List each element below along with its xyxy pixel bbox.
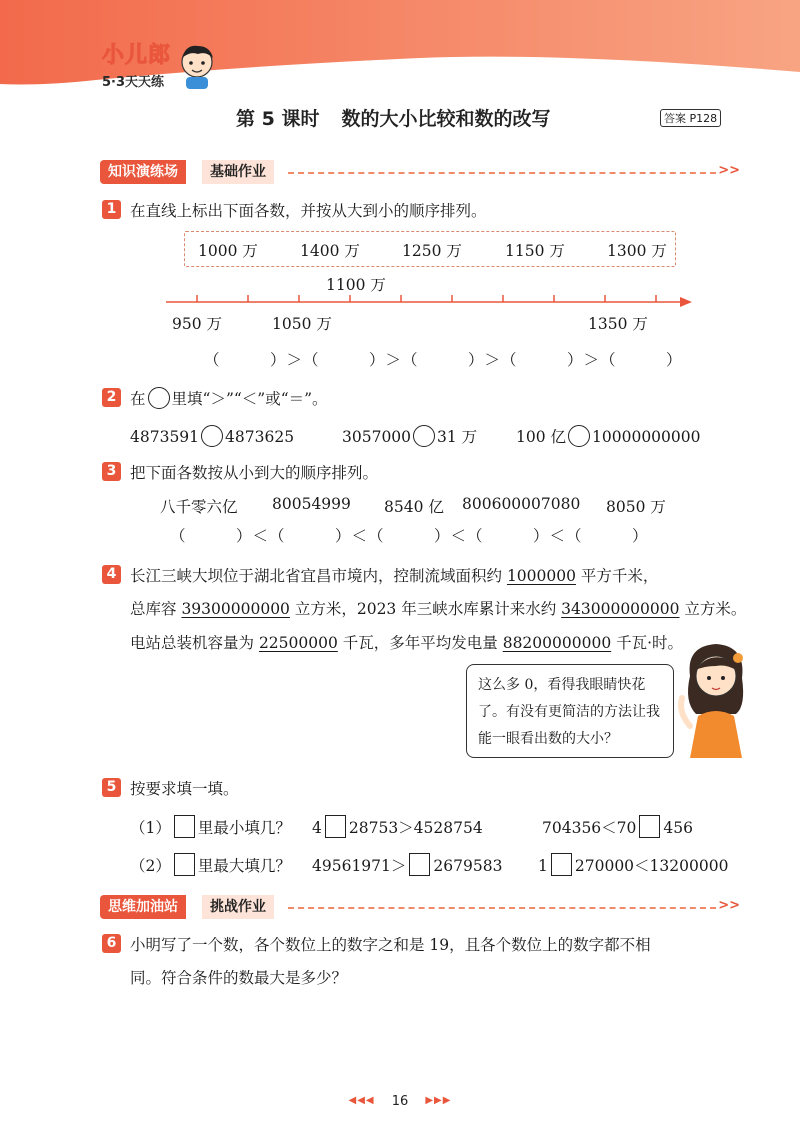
- double-arrow-icon: >>: [718, 163, 740, 178]
- question-1-text: 在直线上标出下面各数，并按从大到小的顺序排列。: [130, 202, 487, 220]
- left-arrows-icon: ◀◀◀: [348, 1095, 375, 1106]
- answer-circle[interactable]: [568, 425, 590, 447]
- compare-item: 100 亿 10000000000: [516, 425, 701, 447]
- question-3-text: 把下面各数按从小到大的顺序排列。: [130, 464, 379, 482]
- girl-character-icon: [676, 636, 756, 758]
- order-answer-row[interactable]: （ ）＞（ ）＞（ ）＞（ ）＞（ ）: [204, 351, 683, 369]
- answer-reference-badge: 答案 P128: [660, 109, 721, 127]
- number-line: [160, 290, 700, 314]
- q5-row2-label: （2） 里最大填几？: [130, 853, 291, 876]
- section-basic: [100, 160, 740, 186]
- page-footer: [0, 1090, 800, 1109]
- brand-name: 小儿郎: [102, 43, 172, 68]
- right-arrows-icon: ▶▶▶: [425, 1095, 452, 1106]
- compare-item: 4873591 4873625: [130, 425, 294, 447]
- q3-number: 8050 万: [606, 498, 666, 516]
- q5-item: 49561971＞ 2679583: [312, 853, 502, 876]
- q3-number: 8540 亿: [384, 498, 444, 516]
- q5-item: 1 270000＜13200000: [538, 853, 728, 876]
- q3-number: 八千零六亿: [160, 498, 238, 516]
- answer-box[interactable]: [325, 815, 346, 838]
- question-number: 3: [102, 462, 121, 481]
- speech-bubble-text: 这么多 0，看得我眼睛快花了。有没有更简洁的方法让我能一眼看出数的大小？: [478, 677, 660, 747]
- section-tag: 思维加油站: [100, 895, 186, 919]
- question-number: 4: [102, 565, 121, 584]
- question-6-line2: 同。符合条件的数最大是多少？: [130, 969, 348, 987]
- lesson-title: [236, 104, 550, 131]
- section-tag: 知识演练场: [100, 160, 186, 184]
- question-4-line3: 电站总装机容量为 22500000 千瓦，多年平均发电量 88200000000 千瓦·时。: [130, 634, 684, 652]
- answer-box[interactable]: [551, 853, 572, 876]
- answer-box[interactable]: [409, 853, 430, 876]
- q5-item: 704356＜70 456: [542, 815, 693, 838]
- section-subtitle: 挑战作业: [202, 895, 274, 919]
- number-line-label: 950 万: [172, 315, 223, 333]
- number-line-label: 1100 万: [326, 276, 386, 294]
- compare-item: 3057000 31 万: [342, 425, 477, 447]
- square-box-icon: [174, 815, 195, 838]
- page-number: 16: [391, 1094, 409, 1109]
- question-number: 2: [102, 388, 121, 407]
- section-challenge: [100, 895, 740, 921]
- answer-circle[interactable]: [201, 425, 223, 447]
- question-6-line1: 小明写了一个数，各个数位上的数字之和是 19，且各个数位上的数字都不相: [130, 936, 651, 954]
- q1-number: 1250 万: [402, 242, 462, 260]
- lesson-name: 数的大小比较和数的改写: [341, 108, 551, 130]
- q5-item: 4 28753＞4528754: [312, 815, 483, 838]
- question-2-text: 在 里填“＞”“＜”或“＝”。: [130, 387, 328, 409]
- question-4-line1: 长江三峡大坝位于湖北省宜昌市境内，控制流域面积约 1000000 平方千米，: [130, 567, 659, 585]
- question-number: 5: [102, 778, 121, 797]
- question-5-text: 按要求填一填。: [130, 780, 239, 798]
- section-subtitle: 基础作业: [202, 160, 274, 184]
- number-line-label: 1050 万: [272, 315, 332, 333]
- double-arrow-icon: >>: [718, 898, 740, 913]
- square-box-icon: [174, 853, 195, 876]
- order-answer-row[interactable]: （ ）＜（ ）＜（ ）＜（ ）＜（ ）: [170, 527, 649, 545]
- question-number: 1: [102, 200, 121, 219]
- section-divider: [288, 172, 716, 174]
- q5-row1-label: （1） 里最小填几？: [130, 815, 291, 838]
- question-number: 6: [102, 934, 121, 953]
- q1-number: 1300 万: [607, 242, 667, 260]
- q1-number: 1000 万: [198, 242, 258, 260]
- q1-number: 1400 万: [300, 242, 360, 260]
- brand-logo: [102, 38, 171, 90]
- lesson-label: 第 5 课时: [236, 108, 320, 130]
- section-divider: [288, 907, 716, 909]
- answer-box[interactable]: [639, 815, 660, 838]
- compare-circle-icon: [148, 387, 170, 409]
- brand-subtitle: 5·3天天练: [102, 75, 165, 90]
- number-line-label: 1350 万: [588, 315, 648, 333]
- question-4-line2: 总库容 39300000000 立方米，2023 年三峡水库累计来水约 343000000000 立方米。: [130, 600, 747, 618]
- q3-number: 800600007080: [462, 495, 581, 513]
- boy-mascot-icon: [176, 42, 218, 90]
- q3-number: 80054999: [272, 495, 351, 513]
- answer-circle[interactable]: [413, 425, 435, 447]
- q1-number: 1150 万: [505, 242, 565, 260]
